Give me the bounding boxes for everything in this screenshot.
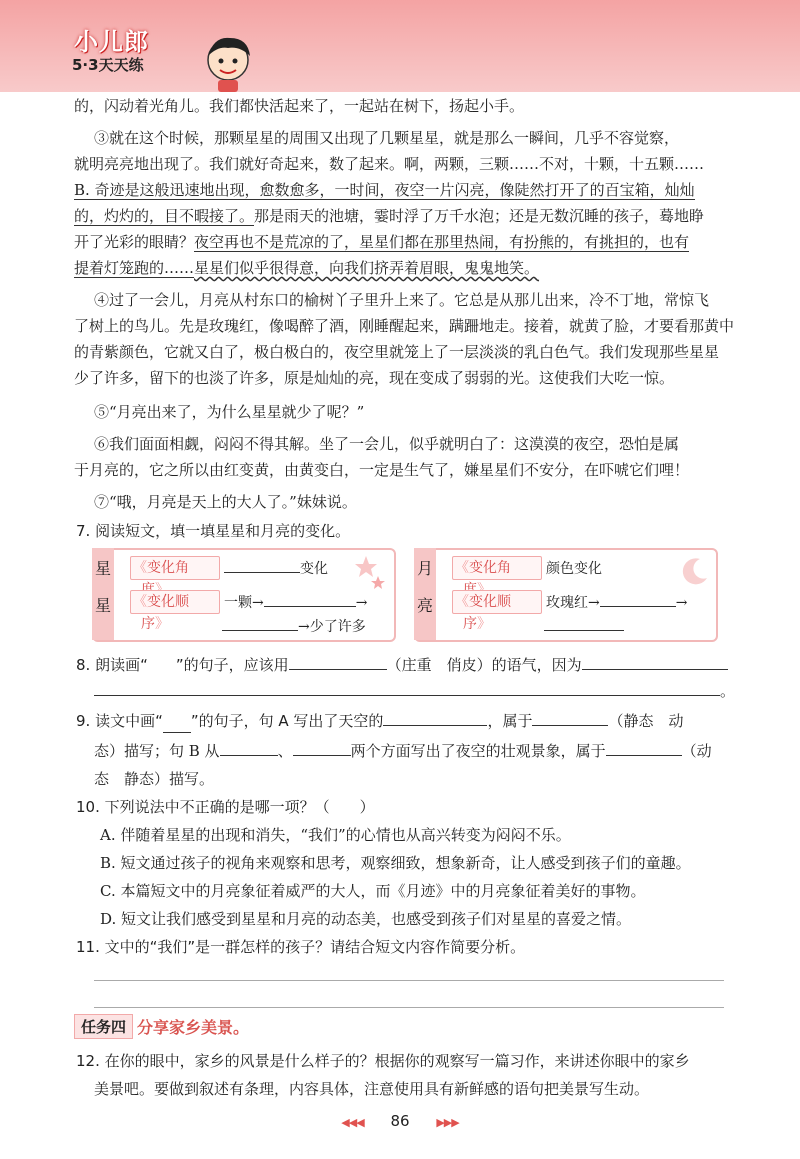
star-angle-tag: 《 变化角 》 xyxy=(130,556,220,580)
underlined-sentence-b: B. 奇迹是这般迅速地出现，愈数愈多，一时间，夜空一片闪亮，像陡然打开了的百宝箱，灿灿 xyxy=(74,181,695,199)
star-order-tag: 《 变化顺序 》 xyxy=(130,590,220,614)
answer-blank[interactable] xyxy=(293,741,351,756)
answer-line[interactable] xyxy=(94,1007,724,1008)
answer-blank[interactable] xyxy=(532,711,608,726)
task-title: 分享家乡美景。 xyxy=(137,1017,250,1037)
brand-title: 小儿郎 xyxy=(74,28,149,56)
question-12-line-2: 美景吧。要做到叙述有条理，内容具体，注意使用具有新鲜感的语句把美景写生动。 xyxy=(94,1080,650,1098)
star-label: 星 星 xyxy=(92,548,114,640)
question-12: 12. 在你的眼中，家乡的风景是什么样子的？根据你的观察写一篇习作，来讲述你眼中的家乡 xyxy=(76,1052,690,1070)
page-number: 86 xyxy=(390,1112,410,1130)
passage-line: 了树上的鸟儿。先是玫瑰红，像喝醉了酒，刚睡醒起来，蹒跚地走。接着，就黄了脸，才要看那黄中 xyxy=(74,317,735,335)
option-b[interactable]: B. 短文通过孩子的视角来观察和思考，观察细致，想象新奇，让人感受到孩子们的童趣。 xyxy=(100,854,691,872)
right-arrows-icon: ▶▶▶ xyxy=(436,1116,459,1129)
mascot-icon xyxy=(200,34,256,94)
option-c[interactable]: C. 本篇短文中的月亮象征着威严的大人，而《月迹》中的月亮象征着美好的事物。 xyxy=(100,882,646,900)
wavy-mark-sample xyxy=(148,654,176,676)
passage-line: ④过了一会儿，月亮从村东口的榆树丫子里升上来了。它总是从那儿出来，冷不丁地，常惊飞 xyxy=(94,291,710,309)
left-arrows-icon: ◀◀◀ xyxy=(341,1116,364,1129)
star-icon xyxy=(354,554,386,594)
moon-angle-answer: 颜色变化 xyxy=(546,561,602,577)
passage-line xyxy=(74,205,704,227)
star-order-answer-2: →少了许多 xyxy=(222,616,366,638)
question-9-line-2: 态）描写；句 B 从 、 两个方面写出了夜空的壮观景象，属于 （动 xyxy=(94,742,712,760)
moon-label: 月 亮 xyxy=(414,548,436,640)
answer-blank[interactable] xyxy=(220,741,278,756)
passage-line xyxy=(74,231,689,253)
answer-blank[interactable] xyxy=(383,711,487,726)
option-d[interactable]: D. 短文让我们感受到星星和月亮的动态美，也感受到孩子们对星星的喜爱之情。 xyxy=(100,910,632,928)
passage-line: ⑥我们面面相觑，闷闷不得其解。坐了一会儿，似乎就明白了：这漠漠的夜空，恐怕是属 xyxy=(94,435,680,453)
task-4-header xyxy=(74,1013,249,1039)
moon-icon xyxy=(680,556,710,586)
passage-line xyxy=(74,257,539,279)
passage-line: ⑤“月亮出来了，为什么星星就少了呢？” xyxy=(94,403,365,421)
passage-line: ③就在这个时候，那颗星星的周围又出现了几颗星星，就是那么一瞬间，几乎不容觉察， xyxy=(94,129,680,147)
answer-blank[interactable] xyxy=(544,616,624,631)
question-8: 8. 朗读画“ ”的句子，应该用 （庄重 俏皮）的语气，因为 xyxy=(76,654,728,676)
question-9-line-3: 态 静态）描写。 xyxy=(94,770,215,788)
passage-line: 于月亮的，它之所以由红变黄，由黄变白，一定是生气了，嫌星星们不安分，在吓唬它们哩！ xyxy=(74,461,690,479)
answer-blank[interactable] xyxy=(224,558,300,573)
star-change-box xyxy=(92,548,396,642)
passage-line xyxy=(74,179,695,201)
answer-blank[interactable] xyxy=(606,741,682,756)
answer-blank[interactable] xyxy=(222,616,298,631)
wavy-underlined-sentence: 星星们似乎很得意，向我们挤弄着眉眼，鬼鬼地笑。 xyxy=(194,259,540,277)
passage-text: 那是雨天的池塘，霎时浮了万千水泡；还是无数沉睡的孩子，蓦地睁 xyxy=(254,207,705,225)
passage-line: 少了许多，留下的也淡了许多，原是灿灿的亮，现在变成了弱弱的光。这使我们大吃一惊。 xyxy=(74,369,675,387)
question-10-stem: 10. 下列说法中不正确的是哪一项？（ ） xyxy=(76,798,375,816)
answer-blank[interactable] xyxy=(582,655,728,670)
underlined-sentence-a: 提着灯笼跑的…… xyxy=(74,259,195,277)
brand-logo xyxy=(64,18,214,84)
question-11-stem: 11. 文中的“我们”是一群怎样的孩子？请结合短文内容作简要分析。 xyxy=(76,938,526,956)
task-badge: 任务四 xyxy=(74,1014,133,1039)
passage-line: 就明亮亮地出现了。我们就好奇起来，数了起来。啊，两颗，三颗……不对，十颗，十五颗…… xyxy=(74,155,705,173)
underline-mark-sample xyxy=(163,710,191,733)
passage-line: 的，闪动着光角儿。我们都快活起来了，一起站在树下，扬起小手。 xyxy=(74,97,525,115)
underlined-sentence-b: 的，灼灼的，目不暇接了。 xyxy=(74,207,255,225)
moon-order-answer-2 xyxy=(544,616,624,638)
answer-blank[interactable] xyxy=(264,592,356,607)
page-footer xyxy=(0,1112,800,1130)
page-header xyxy=(0,0,800,92)
star-angle-answer: 变化 xyxy=(224,558,328,580)
star-order-answer: 一颗→ → xyxy=(224,592,367,614)
question-9: 9. 读文中画“ ”的句子，句 A 写出了天空的 ，属于 （静态 动 xyxy=(76,710,683,733)
answer-blank[interactable] xyxy=(94,681,720,696)
question-8-line-2: 。 xyxy=(94,680,735,702)
answer-blank[interactable] xyxy=(289,655,387,670)
moon-order-answer: 玫瑰红→ → xyxy=(546,592,687,614)
question-7-stem: 7. 阅读短文，填一填星星和月亮的变化。 xyxy=(76,522,351,540)
underlined-sentence-a: 夜空再也不是荒凉的了，星星们都在那里热闹，有扮熊的，有挑担的，也有 xyxy=(194,233,690,251)
option-a[interactable]: A. 伴随着星星的出现和消失，“我们”的心情也从高兴转变为闷闷不乐。 xyxy=(100,826,571,844)
moon-angle-tag: 《 变化角 》 xyxy=(452,556,542,580)
answer-blank[interactable] xyxy=(600,592,676,607)
answer-line[interactable] xyxy=(94,980,724,981)
passage-text: 开了光彩的眼睛？ xyxy=(74,233,195,251)
brand-subtitle: 5·3天天练 xyxy=(72,56,144,74)
moon-change-box xyxy=(414,548,718,642)
passage-line: ⑦“哦，月亮是天上的大人了。”妹妹说。 xyxy=(94,493,357,511)
moon-order-tag: 《 变化顺序 》 xyxy=(452,590,542,614)
passage-line: 的青紫颜色，它就又白了，极白极白的，夜空里就笼上了一层淡淡的乳白色气。我们发现那些星星 xyxy=(74,343,720,361)
